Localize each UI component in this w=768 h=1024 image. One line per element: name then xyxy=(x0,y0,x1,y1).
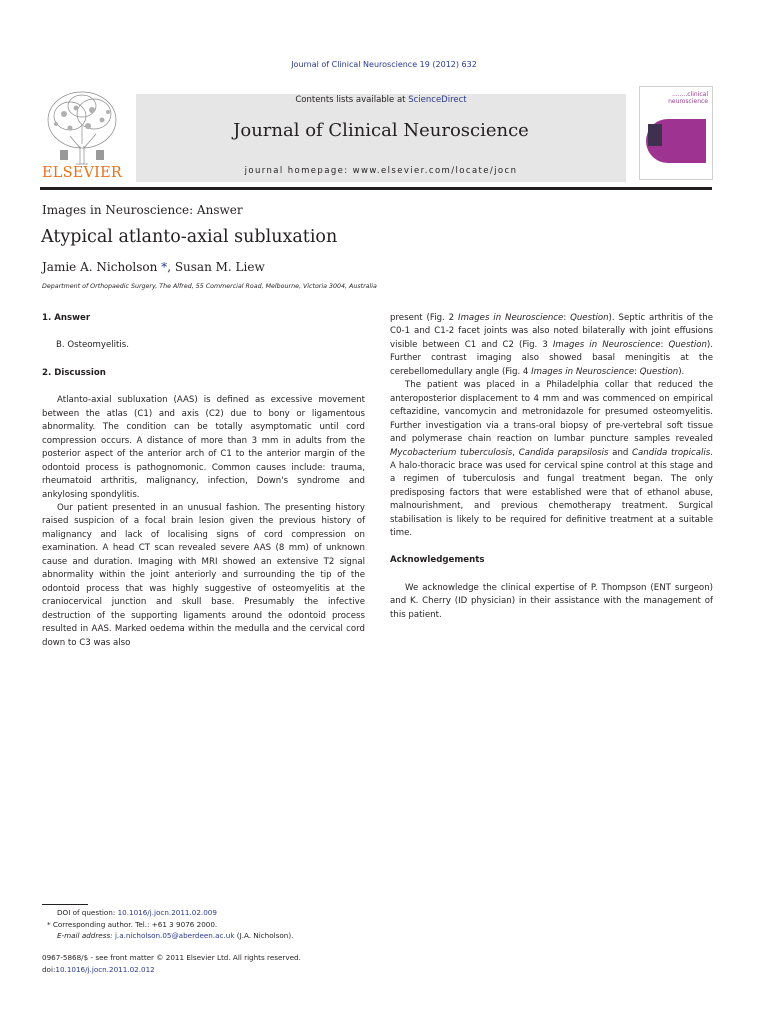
paragraph: Our patient presented in an unusual fashion. The presenting history raised suspicion of a focal brain lesion given the previous history of malignancy and lack of localising signs of cord compression on examination. A head CT scan revealed severe AAS (8 mm) of unknown cause and duration. Imaging with MRI showed an extensive T2 signal abnormality within the joint anteriorly and surrounding the tip of the odontoid process that was highly suggestive of osteomyelitis at the craniocervical junction and skull base. Presumably the infective destruction of the supporting ligaments around the odontoid process resulted in AAS. Marked oedema within the medulla and the cervical cord down to C3 was also xyxy=(42,502,365,648)
article-doi-link[interactable]: 10.1016/j.jocn.2011.02.012 xyxy=(55,964,155,974)
page-footer xyxy=(42,952,301,975)
author-affiliation: Department of Orthopaedic Surgery, The Alfred, 55 Commercial Road, Melbourne, Victoria 3004, Australia xyxy=(42,283,377,290)
heading-discussion: 2. Discussion xyxy=(42,367,106,378)
journal-homepage[interactable]: journal homepage: www.elsevier.com/locate/jocn xyxy=(244,166,518,176)
answer-text: B. Osteomyelitis. xyxy=(56,340,130,351)
footnote-doi-question: DOI of question: 10.1016/j.jocn.2011.02.009 xyxy=(57,908,217,917)
journal-citation[interactable]: Journal of Clinical Neuroscience 19 (2012) 632 xyxy=(291,60,477,69)
footnotes xyxy=(42,907,293,942)
cover-title: ........clinical neuroscience xyxy=(668,91,708,105)
header-rule xyxy=(40,187,712,190)
paragraph: The patient was placed in a Philadelphia collar that reduced the anteroposterior displacement to 4 mm and was commenced on empirical ceftazidine, vancomycin and metronidazole for presumed osteomyelitis. Further investigation via a trans-oral biopsy of pre-vertebral soft tissue and polymerase chain reaction on lumbar puncture samples revealed Mycobacterium tuberculosis, Candida parapsilosis and Candida tropicalis. A halo-thoracic brace was used for cervical spine control at this stage and a regimen of tuberculosis and fungal treatment began. The only predisposing factors that were established were that of ethanol abuse, malnourishment, and previous chemotherapy treatment. Surgical stabilisation is likely to be required for definitive treatment at a suitable time. xyxy=(390,380,713,539)
article-authors: Jamie A. Nicholson *, Susan M. Liew xyxy=(42,260,265,274)
issn-line: 0967-5868/$ - see front matter © 2011 Elsevier Ltd. All rights reserved. xyxy=(42,953,301,962)
footnote-email: E-mail address: j.a.nicholson.05@aberdeen.ac.uk (J.A. Nicholson). xyxy=(57,931,294,940)
acknowledgement-paragraph: We acknowledge the clinical expertise of P. Thompson (ENT surgeon) and K. Cherry (ID physician) in their assistance with the management of this patient. xyxy=(390,582,713,620)
article-section: Images in Neuroscience: Answer xyxy=(42,203,243,217)
cover-image xyxy=(648,124,662,146)
footnote-rule xyxy=(42,904,88,905)
heading-acknowledgements: Acknowledgements xyxy=(390,555,485,566)
doi-line: doi:10.1016/j.jocn.2011.02.012 xyxy=(42,964,155,974)
sciencedirect-link[interactable]: ScienceDirect xyxy=(408,95,467,105)
footnote-corresponding: * Corresponding author. Tel.: +61 3 9076 2000. xyxy=(47,919,218,929)
paragraph: present (Fig. 2 Images in Neuroscience: Question). Septic arthritis of the C0-1 and C1-2 facet joints was also noted bilaterally with joint effusions visible between C1 and C2 (Fig. 3 Images in Neuroscience: Question). Further contrast imaging also showed basal meningitis at the cerebellomedullary angle (Fig. 4 Images in Neuroscience: Question). xyxy=(390,313,713,377)
doi-question-link[interactable]: 10.1016/j.jocn.2011.02.009 xyxy=(117,908,217,917)
journal-cover-thumbnail xyxy=(639,86,713,180)
body-column-right xyxy=(390,312,713,622)
contents-prefix: Contents lists available at xyxy=(295,95,409,105)
elsevier-wordmark: ELSEVIER xyxy=(41,165,123,181)
journal-name: Journal of Clinical Neuroscience xyxy=(233,120,529,141)
paragraph: Atlanto-axial subluxation (AAS) is defined as excessive movement between the atlas (C1) and axis (C2) due to bony or ligamentous abnormality. The condition can be totally asymptomatic until cord compression occurs. A distance of more than 3 mm in adults from the posterior aspect of the anterior arch of C1 to the anterior margin of the odontoid process is pathognomonic. Common causes include: trauma, rheumatoid arthritis, malignancy, infection, Down's syndrome and ankylosing spondylitis. xyxy=(42,395,365,500)
article-title: Atypical atlanto-axial subluxation xyxy=(41,227,338,247)
corresponding-author-mark[interactable]: * xyxy=(157,260,168,274)
email-link[interactable]: j.a.nicholson.05@aberdeen.ac.uk xyxy=(114,931,235,940)
contents-availability xyxy=(136,95,626,105)
body-column-left xyxy=(42,312,365,650)
heading-answer: 1. Answer xyxy=(42,313,91,323)
